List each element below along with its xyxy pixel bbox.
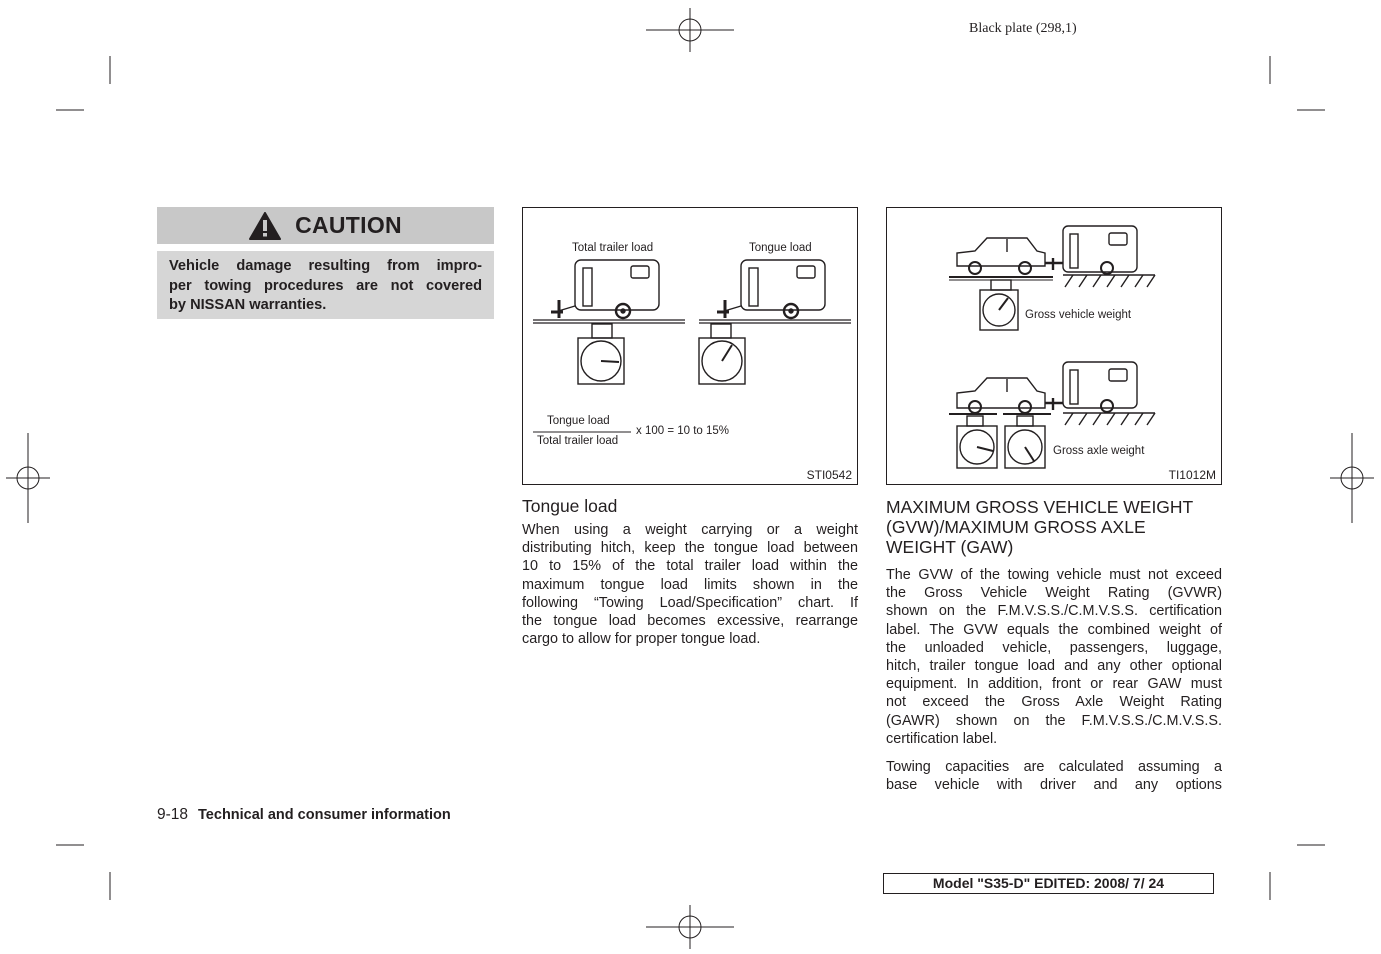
fraction-numerator: Tongue load <box>547 415 610 427</box>
text-line: cargo to allow for proper tongue load. <box>522 631 761 648</box>
caution-body <box>157 251 494 319</box>
text-line: the Gross Vehicle Weight Rating (GVWR) <box>886 585 1222 602</box>
gross-axle-weight-label: Gross axle weight <box>1053 445 1145 457</box>
figure-code: STI0542 <box>806 468 852 482</box>
heading-line: MAXIMUM GROSS VEHICLE WEIGHT <box>886 497 1194 517</box>
text-line: the unloaded vehicle, passengers, luggage, <box>886 639 1222 656</box>
model-edited-box: Model "S35-D" EDITED: 2008/ 7/ 24 <box>883 873 1214 894</box>
gvw-paragraph <box>886 566 1222 748</box>
text-line: shown on the F.M.V.S.S./C.M.V.S.S. certification <box>886 603 1222 620</box>
caution-title: CAUTION <box>295 212 402 238</box>
towing-capacities-paragraph <box>886 758 1222 794</box>
formula-text: x 100 = 10 to 15% <box>636 425 730 437</box>
caution-line: by NISSAN warranties. <box>169 297 327 313</box>
tongue-load-label: Tongue load <box>749 242 812 254</box>
text-line: following “Towing Load/Specification” chart. If <box>522 594 858 611</box>
text-line: distributing hitch, keep the tongue load between <box>522 540 858 557</box>
text-line: Towing capacities are calculated assuming a <box>886 759 1222 775</box>
gross-vehicle-weight-label: Gross vehicle weight <box>1025 309 1132 321</box>
gvw-gaw-heading <box>886 497 1222 557</box>
fraction-denominator: Total trailer load <box>537 435 619 447</box>
text-line: maximum tongue load limits shown in the <box>522 576 858 593</box>
text-line: the tongue load becomes excessive, rearrange <box>522 613 858 630</box>
gvw-gaw-figure <box>886 207 1222 485</box>
section-title: Technical and consumer information <box>198 807 451 823</box>
page-number: 9-18 <box>157 806 189 823</box>
text-line: 10 to 15% of the total trailer load within the <box>522 558 858 575</box>
figure-code: TI1012M <box>1168 468 1216 482</box>
text-line: equipment. In addition, front or rear GAW must <box>886 676 1222 693</box>
text-line: The GVW of the towing vehicle must not exceed <box>886 567 1222 583</box>
text-line: certification label. <box>886 730 998 747</box>
heading-line: (GVW)/MAXIMUM GROSS AXLE <box>886 517 1146 537</box>
plate-label: Black plate (298,1) <box>969 21 1077 36</box>
text-line: not exceed the Gross Axle Weight Rating <box>886 694 1222 711</box>
text-line: label. The GVW equals the combined weight of <box>886 621 1222 638</box>
tongue-load-paragraph <box>522 521 858 648</box>
caution-line: per towing procedures are not covered <box>169 277 482 294</box>
text-line: hitch, trailer tongue load and any other optional <box>886 658 1222 675</box>
heading-line: WEIGHT (GAW) <box>886 537 1014 557</box>
page-footer <box>157 806 451 824</box>
warning-triangle-icon <box>249 212 281 240</box>
caution-header <box>157 207 494 244</box>
caution-line: Vehicle damage resulting from impro- <box>169 258 482 274</box>
total-trailer-load-label: Total trailer load <box>572 242 654 254</box>
text-line: (GAWR) shown on the F.M.V.S.S./C.M.V.S.S. <box>886 712 1222 729</box>
text-line: base vehicle with driver and any options <box>886 777 1222 794</box>
tongue-load-heading: Tongue load <box>522 496 618 516</box>
text-line: When using a weight carrying or a weight <box>522 522 858 538</box>
tongue-load-figure <box>522 207 858 485</box>
